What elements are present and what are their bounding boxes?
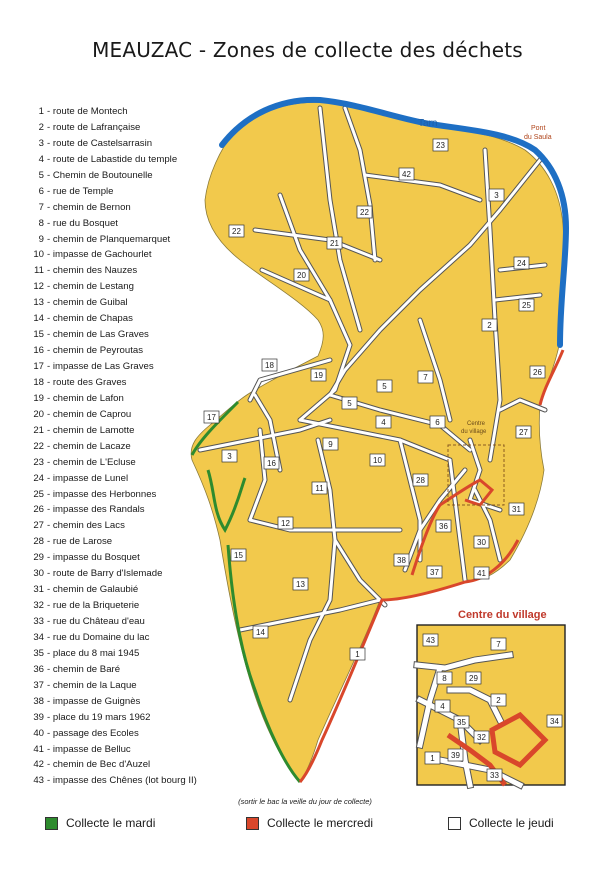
street-number: 33 (33, 616, 44, 627)
zone-label-text: 1 (355, 650, 360, 659)
zone-label-text: 26 (533, 368, 542, 377)
zone-label-text: 7 (423, 373, 428, 382)
street-number: 26 (33, 504, 44, 516)
street-name: chemin de Planquemarquet (52, 233, 171, 245)
zone-label-text: 28 (416, 476, 425, 485)
street-item: 41 - impasse de Belluc (22, 742, 197, 758)
street-number: 9 (38, 233, 44, 245)
zone-label-text: 31 (512, 505, 521, 514)
street-item: 20 - chemin de Caprou (22, 407, 197, 423)
street-name: chemin de Caprou (52, 408, 132, 420)
street-number: 18 (33, 376, 44, 388)
zone-label (342, 397, 357, 409)
zone-label (357, 206, 372, 218)
zone-label (350, 648, 365, 660)
street-item: 18 - route des Graves (22, 375, 197, 391)
street-item: 43 - impasse des Chênes (lot bourg II) (22, 773, 197, 789)
street-name: impasse des Randals (52, 504, 145, 516)
street-item: 16 - chemin de Peyroutas (22, 343, 197, 359)
zone-label-text: 13 (296, 580, 305, 589)
street-item: 21 - chemin de Lamotte (22, 423, 197, 439)
street-number: 16 (33, 345, 44, 357)
inset-label (437, 672, 452, 684)
street-name: route des Graves (52, 376, 127, 388)
zone-label-text: 41 (477, 569, 486, 578)
zone-label-text: 38 (397, 556, 406, 565)
zone-label-text: 19 (314, 371, 323, 380)
zone-label (394, 554, 409, 566)
street-item: 22 - chemin de Lacaze (22, 439, 197, 455)
street-number: 29 (33, 552, 44, 564)
street-number: 41 (33, 743, 44, 755)
street-name: chemin des Nauzes (52, 265, 138, 277)
street-name: place du 19 mars 1962 (52, 711, 151, 723)
inset-label-text: 2 (496, 696, 501, 705)
street-name: route de Castelsarrasin (52, 137, 153, 149)
street-name: passage des Ecoles (52, 727, 139, 739)
zone-label (436, 520, 451, 532)
street-name: route de Lafrançaise (52, 121, 141, 133)
zone-label (370, 454, 385, 466)
street-item: 37 - chemin de la Laque (22, 678, 197, 694)
street-item: 40 - passage des Ecoles (22, 726, 197, 742)
inset-label (466, 672, 481, 684)
street-number: 20 (33, 408, 44, 420)
zone-label (222, 450, 237, 462)
street-number: 8 (38, 217, 44, 229)
zone-label (482, 319, 497, 331)
street-name: impasse de Gachourlet (52, 249, 152, 261)
street-name: Chemin de Boutounelle (52, 169, 153, 181)
street-item: 15 - chemin de Las Graves (22, 327, 197, 343)
street-number: 35 (33, 647, 44, 659)
street-number: 17 (33, 361, 44, 372)
centre-label-2: du village (461, 429, 487, 435)
zone-label (418, 371, 433, 383)
bridge-label: Pont (531, 125, 546, 132)
page-title: MEAUZAC - Zones de collecte des déchets (92, 38, 523, 62)
zone-label-text: 24 (517, 259, 526, 268)
key-mardi-swatch (45, 817, 58, 830)
inset-label-text: 4 (440, 702, 445, 711)
street-name: chemin de Baré (52, 663, 121, 675)
street-name: impasse des Herbonnes (52, 488, 157, 500)
street-name: chemin de Galaubié (52, 584, 139, 596)
zone-label-text: 15 (234, 551, 243, 560)
zone-label-text: 30 (477, 538, 486, 547)
street-name: chemin de Lestang (52, 281, 134, 293)
inset-label-text: 34 (550, 717, 559, 726)
street-item: 42 - chemin de Bec d'Auzel (22, 757, 197, 773)
street-number: 2 (38, 121, 44, 133)
inset-label (454, 716, 469, 728)
street-item: 11 - chemin des Nauzes (22, 263, 197, 279)
street-number: 42 (33, 759, 44, 771)
street-item: 13 - chemin de Guibal (22, 295, 197, 311)
zone-label-text: 18 (265, 361, 274, 370)
zone-label-text: 22 (232, 227, 241, 236)
street-number: 13 (33, 297, 44, 309)
zone-label (489, 189, 504, 201)
street-number: 31 (33, 584, 44, 596)
zone-label (376, 416, 391, 428)
street-name: rue du Bosquet (52, 217, 118, 229)
zone-label-text: 36 (439, 522, 448, 531)
street-name: impasse du Bosquet (52, 552, 140, 564)
street-number: 23 (33, 456, 44, 468)
street-name: rue de Larose (52, 536, 113, 548)
street-number: 37 (33, 679, 44, 691)
inset-title: Centre du village (458, 609, 547, 621)
street-item: 32 - rue de la Briqueterie (22, 598, 197, 614)
street-item: 39 - place du 19 mars 1962 (22, 710, 197, 726)
street-name: impasse de Lunel (52, 472, 129, 484)
zone-label-text: 25 (522, 301, 531, 310)
street-item: 10 - impasse de Gachourlet (22, 247, 197, 263)
zone-label (430, 416, 445, 428)
street-number: 36 (33, 663, 44, 675)
zone-label-text: 3 (227, 452, 232, 461)
zone-label (516, 426, 531, 438)
inset-label (474, 731, 489, 743)
inset-label-text: 39 (451, 751, 460, 760)
street-name: chemin de Bernon (52, 201, 131, 213)
zone-label (311, 369, 326, 381)
street-number: 14 (33, 313, 44, 325)
street-item: 31 - chemin de Galaubié (22, 582, 197, 598)
street-number: 4 (38, 153, 44, 165)
zone-label (204, 411, 219, 423)
street-item: 36 - chemin de Baré (22, 662, 197, 678)
inset-label (425, 752, 440, 764)
key-mercredi-swatch (246, 817, 259, 830)
street-number: 19 (33, 392, 44, 404)
key-jeudi-label: Collecte le jeudi (469, 816, 554, 830)
street-number: 30 (33, 568, 44, 580)
street-item: 8 - rue du Bosquet (22, 216, 197, 232)
zone-label (253, 626, 268, 638)
zone-label-text: 5 (382, 382, 387, 391)
street-item: 27 - chemin des Lacs (22, 518, 197, 534)
zone-label-text: 37 (430, 568, 439, 577)
inset-label-text: 8 (442, 674, 447, 683)
inset-label (491, 638, 506, 650)
zone-label (399, 168, 414, 180)
zone-label (474, 567, 489, 579)
key-mardi-label: Collecte le mardi (66, 816, 156, 830)
street-number: 3 (38, 137, 44, 149)
street-item: 6 - rue de Temple (22, 184, 197, 200)
street-name: route de Barry d'Islemade (52, 568, 163, 580)
zone-label-text: 2 (487, 321, 492, 330)
street-item: 26 - impasse des Randals (22, 502, 197, 518)
street-number: 28 (33, 536, 44, 548)
street-name: chemin de Bec d'Auzel (52, 759, 151, 771)
street-item: 14 - chemin de Chapas (22, 311, 197, 327)
street-item: 25 - impasse des Herbonnes (22, 487, 197, 503)
street-name: chemin de Peyroutas (52, 345, 143, 357)
street-name: route de Montech (52, 106, 128, 117)
zone-label (278, 517, 293, 529)
street-item: 7 - chemin de Bernon (22, 200, 197, 216)
zone-label-text: 16 (267, 459, 276, 468)
street-number: 27 (33, 520, 44, 532)
zone-label (229, 225, 244, 237)
street-name: chemin de Guibal (52, 297, 128, 309)
zone-label (323, 438, 338, 450)
street-name: impasse des Chênes (lot bourg II) (52, 775, 197, 787)
zone-label-text: 14 (256, 628, 265, 637)
inset-label (491, 694, 506, 706)
street-number: 6 (38, 185, 44, 197)
zone-label-text: 11 (315, 484, 324, 493)
street-number: 15 (33, 329, 44, 341)
zone-label (327, 237, 342, 249)
street-name: impasse de Las Graves (52, 361, 154, 372)
street-item: 33 - rue du Château d'eau (22, 614, 197, 630)
river-label: Tarn (418, 118, 438, 129)
zone-label-text: 23 (436, 141, 445, 150)
zone-label-text: 9 (328, 440, 333, 449)
street-number: 21 (33, 424, 44, 436)
street-item: 2 - route de Lafrançaise (22, 120, 197, 136)
street-number: 5 (38, 169, 44, 181)
street-item: 28 - rue de Larose (22, 534, 197, 550)
zone-label-text: 6 (435, 418, 440, 427)
zone-label-text: 5 (347, 399, 352, 408)
street-number: 43 (33, 775, 44, 787)
street-item: 29 - impasse du Bosquet (22, 550, 197, 566)
key-jeudi-swatch (448, 817, 461, 830)
inset-label-text: 7 (496, 640, 501, 649)
street-name: place du 8 mai 1945 (52, 647, 140, 659)
street-number: 10 (33, 249, 44, 261)
street-item: 34 - rue du Domaine du lac (22, 630, 197, 646)
zone-label-text: 3 (494, 191, 499, 200)
street-number: 1 (38, 106, 44, 117)
street-name: route de Labastide du temple (52, 153, 178, 165)
zone-label-text: 17 (207, 413, 216, 422)
key-mercredi (246, 816, 373, 830)
street-name: chemin de Lafon (52, 392, 124, 404)
inset-label-text: 35 (457, 718, 466, 727)
street-number: 40 (33, 727, 44, 739)
zone-label (530, 366, 545, 378)
inset-label (547, 715, 562, 727)
street-item: 38 - impasse de Guignès (22, 694, 197, 710)
street-name: rue de la Briqueterie (52, 600, 140, 612)
zone-label (262, 359, 277, 371)
zone-label (509, 503, 524, 515)
zone-label (427, 566, 442, 578)
street-number: 12 (33, 281, 44, 293)
street-item: 17 - impasse de Las Graves (22, 359, 197, 375)
centre-label: Centre (467, 421, 486, 427)
street-item: 30 - route de Barry d'Islemade (22, 566, 197, 582)
street-item: 9 - chemin de Planquemarquet (22, 232, 197, 248)
zone-label-text: 12 (281, 519, 290, 528)
street-number: 7 (38, 201, 44, 213)
street-name: chemin de Lamotte (52, 424, 135, 436)
zone-label-text: 21 (330, 239, 339, 248)
key-mercredi-label: Collecte le mercredi (267, 816, 374, 830)
street-name: rue de Temple (52, 185, 114, 197)
street-number: 32 (33, 600, 44, 612)
street-item: 19 - chemin de Lafon (22, 391, 197, 407)
street-name: impasse de Belluc (52, 743, 131, 755)
street-item: 23 - chemin de L'Ecluse (22, 455, 197, 471)
zone-label-text: 4 (381, 418, 386, 427)
street-item: 24 - impasse de Lunel (22, 471, 197, 487)
street-number: 25 (33, 488, 44, 500)
street-name: chemin de Lacaze (52, 440, 131, 452)
collection-note: (sortir le bac la veille du jour de collecte) (238, 797, 372, 806)
inset-label (435, 700, 450, 712)
zone-label (519, 299, 534, 311)
zone-label (293, 578, 308, 590)
street-number: 39 (33, 711, 44, 723)
zone-label (474, 536, 489, 548)
zone-label-text: 42 (402, 170, 411, 179)
street-name: chemin de L'Ecluse (52, 456, 136, 468)
bridge-label-2: du Saula (524, 134, 552, 141)
street-name: chemin de Las Graves (52, 329, 149, 341)
inset-label-text: 29 (469, 674, 478, 683)
street-item: 35 - place du 8 mai 1945 (22, 646, 197, 662)
street-number: 24 (33, 472, 44, 484)
inset-label-text: 1 (430, 754, 435, 763)
zone-label (231, 549, 246, 561)
zone-label (514, 257, 529, 269)
inset-label (448, 749, 463, 761)
street-number: 38 (33, 695, 44, 707)
street-item: 1 - route de Montech (22, 104, 197, 120)
street-name: rue du Château d'eau (52, 616, 145, 627)
inset-label-text: 43 (426, 636, 435, 645)
street-item: 5 - Chemin de Boutounelle (22, 168, 197, 184)
zone-label-text: 27 (519, 428, 528, 437)
street-number: 34 (33, 631, 44, 643)
zone-label (294, 269, 309, 281)
street-item: 3 - route de Castelsarrasin (22, 136, 197, 152)
zone-label-text: 20 (297, 271, 306, 280)
street-item: 12 - chemin de Lestang (22, 279, 197, 295)
inset-label-text: 32 (477, 733, 486, 742)
street-name: impasse de Guignès (52, 695, 141, 707)
zone-label (413, 474, 428, 486)
street-number: 22 (33, 440, 44, 452)
street-name: chemin de Chapas (52, 313, 133, 325)
zone-label (433, 139, 448, 151)
street-item: 4 - route de Labastide du temple (22, 152, 197, 168)
street-number: 11 (34, 265, 44, 277)
street-name: rue du Domaine du lac (52, 631, 150, 643)
zone-label-text: 22 (360, 208, 369, 217)
key-jeudi (448, 816, 554, 830)
zone-label-text: 10 (373, 456, 382, 465)
inset-label (423, 634, 438, 646)
zone-label (377, 380, 392, 392)
key-mardi (45, 816, 155, 830)
inset-label (487, 769, 502, 781)
zone-label (264, 457, 279, 469)
inset-label-text: 33 (490, 771, 499, 780)
street-name: chemin des Lacs (52, 520, 125, 532)
zone-label (312, 482, 327, 494)
street-name: chemin de la Laque (52, 679, 137, 691)
